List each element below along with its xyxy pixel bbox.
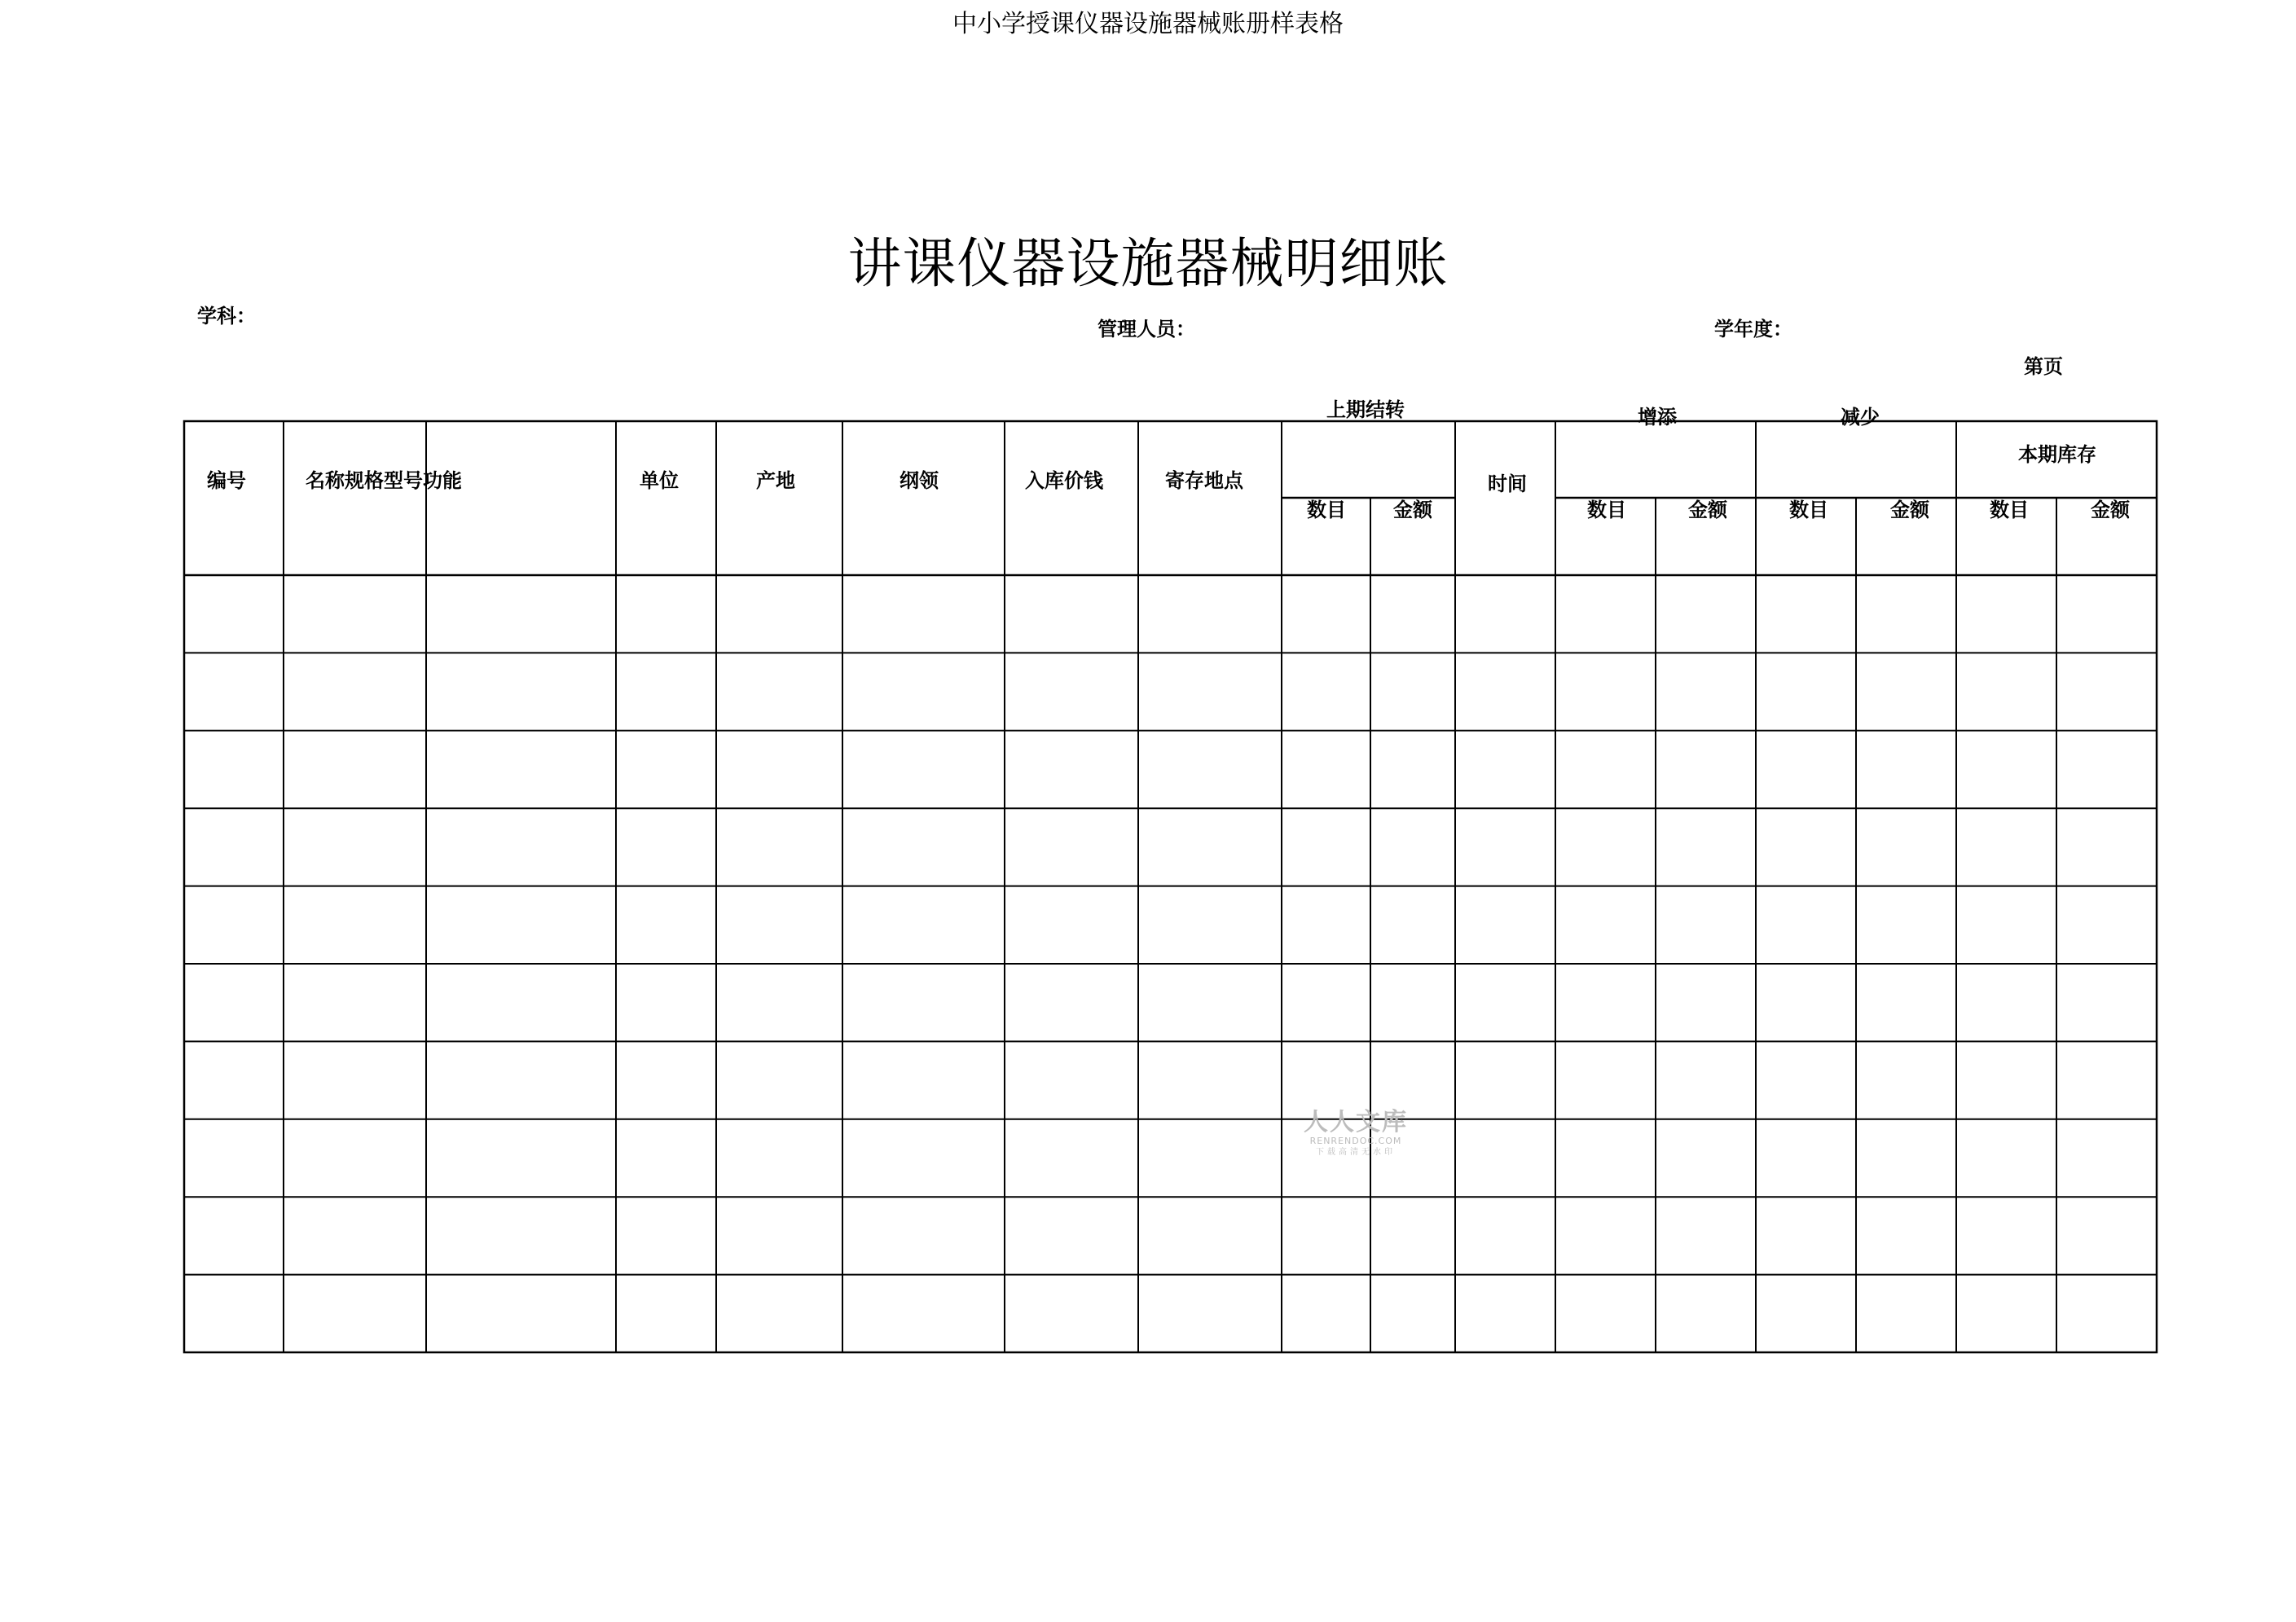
sub-header-add-amount: 金额 (1688, 499, 1727, 521)
watermark-main: 人人文库 (1304, 1108, 1408, 1136)
sub-header-add-qty: 数目 (1587, 499, 1626, 521)
col-header-outline: 纲领 (899, 469, 939, 492)
col-header-time: 时间 (1488, 473, 1527, 495)
group-label-reductions: 减少 (1841, 406, 1880, 429)
watermark-tag: 下载高清无水印 (1316, 1148, 1396, 1157)
group-label-previous-balance: 上期结转 (1326, 398, 1405, 421)
sub-header-prev-qty: 数目 (1307, 499, 1346, 521)
sub-header-red-qty: 数目 (1789, 499, 1828, 521)
col-header-number: 编号 (207, 469, 246, 492)
group-label-additions: 增添 (1638, 406, 1677, 429)
watermark (1303, 1110, 1409, 1158)
subject-label: 学科： (197, 305, 256, 327)
sub-header-prev-amount: 金额 (1393, 499, 1432, 521)
sub-header-stock-amount: 金额 (2091, 499, 2130, 521)
page-number-label: 第页 (2024, 355, 2063, 378)
sub-header-red-amount: 金额 (1890, 499, 1929, 521)
col-header-unit: 单位 (640, 469, 679, 492)
sub-header-stock-qty: 数目 (1990, 499, 2029, 521)
group-label-current-stock: 本期库存 (2018, 443, 2096, 466)
col-header-in-price: 入库价钱 (1025, 469, 1103, 492)
school-year-label: 学年度： (1714, 318, 1792, 341)
header-caption: 中小学授课仪器设施器械账册样表格 (952, 10, 1344, 38)
document-title: 讲课仪器设施器械明细账 (847, 232, 1449, 295)
col-header-location: 寄存地点 (1165, 469, 1243, 492)
col-header-name-spec: 名称规格型号功能 (306, 469, 462, 492)
watermark-sub: RENRENDOC.COM (1309, 1136, 1402, 1146)
row-lines (184, 653, 2157, 1274)
manager-label: 管理人员： (1097, 318, 1195, 341)
col-header-origin: 产地 (756, 469, 795, 492)
